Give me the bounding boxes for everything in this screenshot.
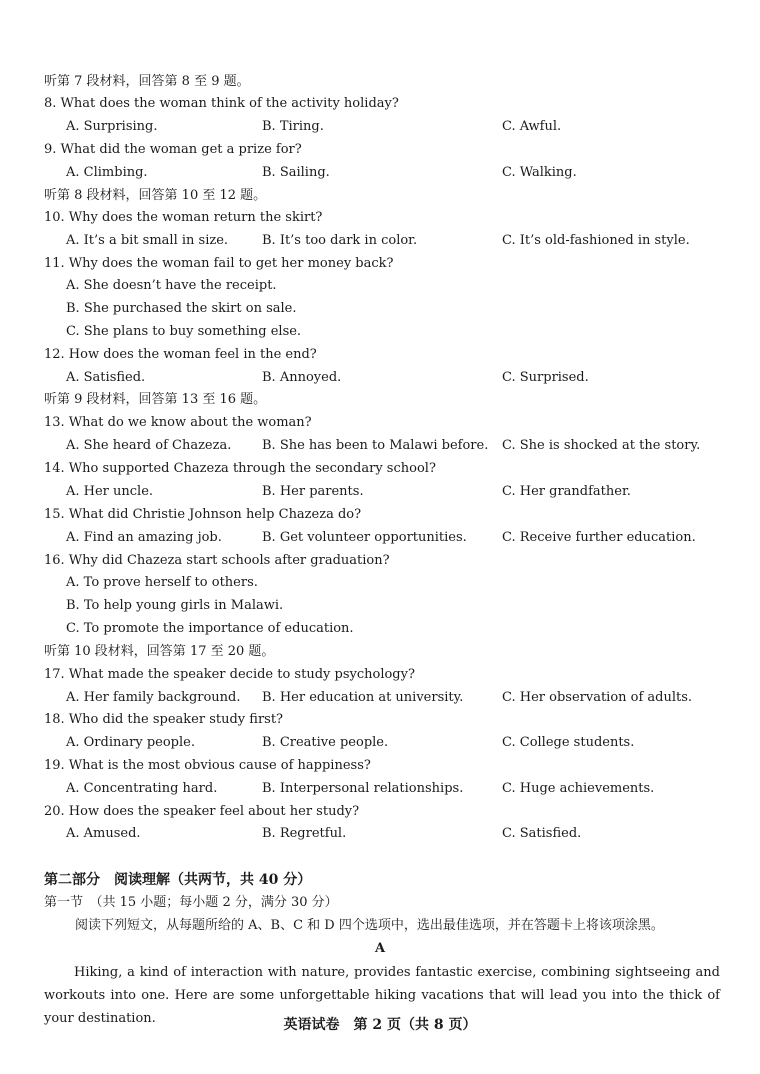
option-c: C. She plans to buy something else. <box>66 324 302 339</box>
option-c: C. College students. <box>502 735 635 750</box>
passage-label: A <box>374 941 386 956</box>
segment-instruction: 听第 10 段材料，回答第 17 至 20 题。 <box>44 644 275 659</box>
question-text: 16. Why did Chazeza start schools after graduation? <box>44 553 390 568</box>
option-b: B. She has been to Malawi before. <box>262 438 489 453</box>
option-a: A. She doesn’t have the receipt. <box>66 278 277 293</box>
question-text: 18. Who did the speaker study first? <box>44 712 284 727</box>
option-c: C. Her observation of adults. <box>502 690 693 705</box>
page-footer: 英语试卷 第 2 页（共 8 页） <box>283 1017 477 1033</box>
option-a: A. She heard of Chazeza. <box>66 438 232 453</box>
option-c: C. Huge achievements. <box>502 781 655 796</box>
option-a: A. Surprising. <box>66 119 158 134</box>
option-a: A. Concentrating hard. <box>66 781 218 796</box>
option-a: A. Ordinary people. <box>66 735 195 750</box>
option-b: B. Creative people. <box>262 735 389 750</box>
option-c: C. To promote the importance of education. <box>66 621 354 636</box>
question-text: 12. How does the woman feel in the end? <box>44 347 317 362</box>
segment-instruction: 听第 9 段材料，回答第 13 至 16 题。 <box>44 392 267 407</box>
question-text: 9. What did the woman get a prize for? <box>44 142 302 157</box>
option-b: B. Her parents. <box>262 484 364 499</box>
option-a: A. Find an amazing job. <box>66 530 222 545</box>
question-text: 15. What did Christie Johnson help Chazeza do? <box>44 507 362 522</box>
option-b: B. Get volunteer opportunities. <box>262 530 467 545</box>
option-c: C. It’s old-fashioned in style. <box>502 233 690 248</box>
question-text: 13. What do we know about the woman? <box>44 415 312 430</box>
option-a: A. Amused. <box>66 826 141 841</box>
option-c: C. Satisfied. <box>502 826 582 841</box>
option-b: B. It’s too dark in color. <box>262 233 418 248</box>
option-b: B. She purchased the skirt on sale. <box>66 301 297 316</box>
option-b: B. Tiring. <box>262 119 324 134</box>
option-a: A. Climbing. <box>66 165 148 180</box>
section1-heading: 第一节 （共 15 小题；每小题 2 分，满分 30 分） <box>44 895 338 910</box>
option-a: A. Her family background. <box>66 690 241 705</box>
option-b: B. Her education at university. <box>262 690 464 705</box>
reading-instruction: 阅读下列短文，从每题所给的 A、B、C 和 D 四个选项中，选出最佳选项，并在答题卡上将该项涂黑。 <box>75 918 664 933</box>
option-b: B. Annoyed. <box>262 370 342 385</box>
question-text: 19. What is the most obvious cause of happiness? <box>44 758 371 773</box>
question-text: 10. Why does the woman return the skirt? <box>44 210 323 225</box>
option-c: C. Receive further education. <box>502 530 696 545</box>
option-b: B. Sailing. <box>262 165 330 180</box>
question-text: 17. What made the speaker decide to study psychology? <box>44 667 415 682</box>
option-b: B. Interpersonal relationships. <box>262 781 464 796</box>
part2-title: 第二部分 阅读理解（共两节，共 40 分） <box>44 872 312 888</box>
option-b: B. To help young girls in Malawi. <box>66 598 284 613</box>
segment-instruction: 听第 7 段材料，回答第 8 至 9 题。 <box>44 74 250 89</box>
question-text: 20. How does the speaker feel about her study? <box>44 804 360 819</box>
option-c: C. Her grandfather. <box>502 484 631 499</box>
option-b: B. Regretful. <box>262 826 347 841</box>
option-a: A. It’s a bit small in size. <box>66 233 229 248</box>
option-c: C. Awful. <box>502 119 562 134</box>
question-text: 14. Who supported Chazeza through the secondary school? <box>44 461 436 476</box>
segment-instruction: 听第 8 段材料，回答第 10 至 12 题。 <box>44 188 267 203</box>
option-a: A. To prove herself to others. <box>66 575 258 590</box>
question-text: 11. Why does the woman fail to get her money back? <box>44 256 394 271</box>
question-text: 8. What does the woman think of the activity holiday? <box>44 96 399 111</box>
option-c: C. Walking. <box>502 165 577 180</box>
passage-text: Hiking, a kind of interaction with nature, provides fantastic exercise, combining sightseeing and workouts into one. Here are some unforgettable hiking vacations that will lead you into the thick of your destination. <box>44 965 720 1026</box>
option-c: C. Surprised. <box>502 370 589 385</box>
option-a: A. Satisfied. <box>66 370 146 385</box>
option-c: C. She is shocked at the story. <box>502 438 701 453</box>
option-a: A. Her uncle. <box>66 484 154 499</box>
